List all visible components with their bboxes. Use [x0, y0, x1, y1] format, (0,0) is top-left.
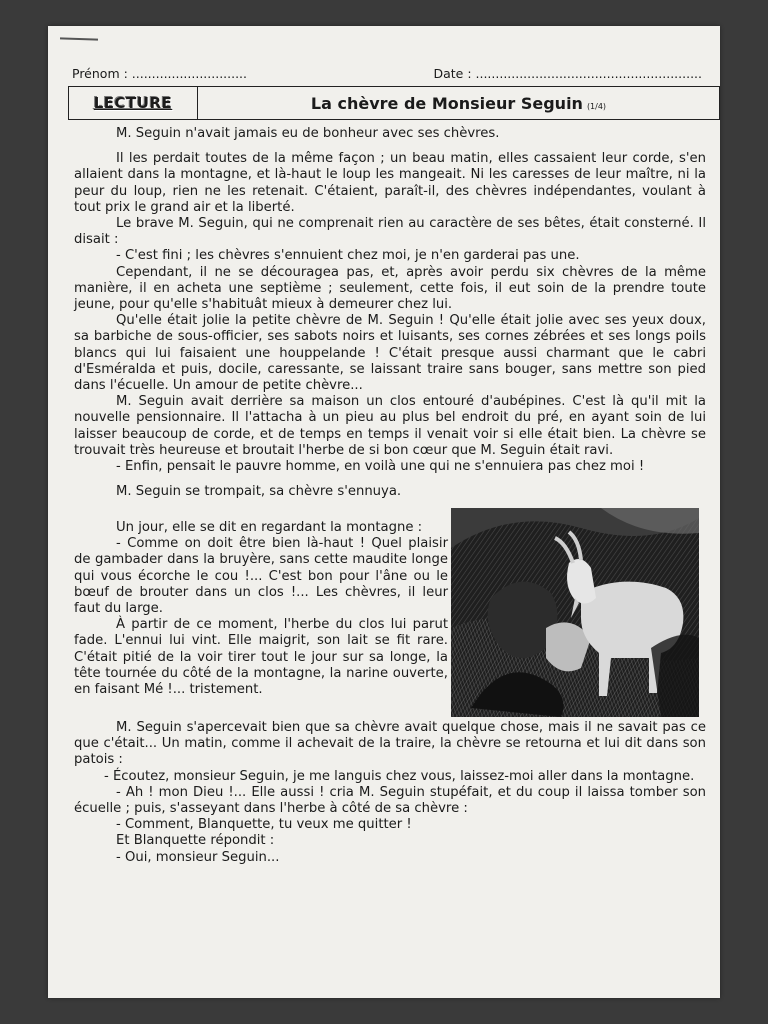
text-block-column [74, 520, 448, 698]
paragraph: M. Seguin s'apercevait bien que sa chèvre avait quelque chose, mais il ne savait pas ce que c'était... Un matin, comme il achevait de la traire, la chèvre se retourna et lui dit dans son patois : [74, 720, 706, 768]
paragraph: Cependant, il ne se découragea pas, et, après avoir perdu six chèvres de la même manière, il en acheta une septième ; seulement, cette fois, il eut soin de la prendre toute jeune, pour qu'elle s'habituât mieux à demeurer chez lui. [74, 264, 706, 313]
title-banner [68, 86, 720, 120]
narration-line: Et Blanquette répondit : [116, 833, 275, 849]
paragraph: Le brave M. Seguin, qui ne comprenait rien au caractère de ses bêtes, était consterné. Il disait : [74, 216, 706, 248]
paragraph: Il les perdait toutes de la même façon ; un beau matin, elles cassaient leur corde, s'en allaient dans la montagne, et là-haut le loup les mangeait. Ni les caresses de leur maître, ni la peur du loup, rien ne les retenait. C'étaient, paraît-il, des chèvres indépendantes, voulant à tout prix le grand air et la liberté. [74, 151, 706, 215]
dialogue-line: - Enfin, pensait le pauvre homme, en voilà une qui ne s'ennuiera pas chez moi ! [116, 459, 645, 475]
dialogue-line: - Comment, Blanquette, tu veux me quitter ! [116, 817, 412, 833]
dialogue-line: - Oui, monsieur Seguin... [116, 849, 280, 865]
dialogue-line: - Écoutez, monsieur Seguin, je me languis chez vous, laissez-moi aller dans la montagne. [104, 768, 695, 784]
text-block-top [74, 126, 706, 500]
paragraph: À partir de ce moment, l'herbe du clos lui parut fade. L'ennui lui vint. Elle maigrit, son lait se fit rare. C'était pitié de la voir tirer tout le jour sur sa longe, la tête tournée du côté de la montagne, la narine ouverte, en faisant Mé !... tristement. [74, 617, 448, 698]
dialogue-line: - Comme on doit être bien là-haut ! Quel plaisir de gambader dans la bruyère, sans cette maudite longe qui vous écorche le cou !... C'est bon pour l'âne ou le bœuf de brouter dans un clos !... Les chèvres, il leur faut du large. [74, 536, 448, 617]
title-area [198, 94, 719, 113]
student-fields [72, 66, 702, 81]
goat-illustration [451, 508, 699, 717]
paragraph: Qu'elle était jolie la petite chèvre de M. Seguin ! Qu'elle était jolie avec ses yeux doux, sa barbiche de sous-officier, ses sabots noirs et luisants, ses cornes zébrées et ses longs poils blancs qui lui faisaient une houppelande ! C'était presque aussi charmant que le cabri d'Esméralda et puis, docile, caressante, se laissant traire sans bouger, sans mettre son pied dans l'écuelle. Un amour de petite chèvre... [74, 313, 706, 394]
page-title: La chèvre de Monsieur Seguin [310, 93, 583, 113]
goat-engraving-image [451, 508, 699, 717]
paragraph: Un jour, elle se dit en regardant la montagne : [116, 520, 423, 535]
date-field: Date : ......................................................... [433, 66, 702, 81]
text-block-bottom [74, 720, 706, 866]
pencil-mark [60, 37, 98, 40]
paragraph: M. Seguin se trompait, sa chèvre s'ennuya. [116, 484, 402, 500]
paragraph: M. Seguin n'avait jamais eu de bonheur avec ses chèvres. [116, 126, 500, 141]
worksheet-page [48, 26, 720, 998]
prenom-field: Prénom : ............................. [72, 66, 248, 81]
dialogue-line: - Ah ! mon Dieu !... Elle aussi ! cria M. Seguin stupéfait, et du coup il laissa tomber son écuelle ; puis, s'asseyant dans l'herbe à côté de sa chèvre : [74, 784, 706, 817]
dialogue-line: - C'est fini ; les chèvres s'ennuient chez moi, je n'en garderai pas une. [116, 248, 580, 264]
section-label-box [69, 87, 198, 119]
section-label: LECTURE [93, 94, 173, 112]
paragraph: M. Seguin avait derrière sa maison un clos entouré d'aubépines. C'est là qu'il mit la nouvelle pensionnaire. Il l'attacha à un pieu au plus bel endroit du pré, en ayant soin de lui laisser beaucoup de corde, et de temps en temps il venait voir si elle était bien. La chèvre se trouvait très heureuse et broutait l'herbe de si bon cœur que M. Seguin était ravi. [74, 394, 706, 458]
part-indicator: (1/4) [586, 101, 607, 111]
